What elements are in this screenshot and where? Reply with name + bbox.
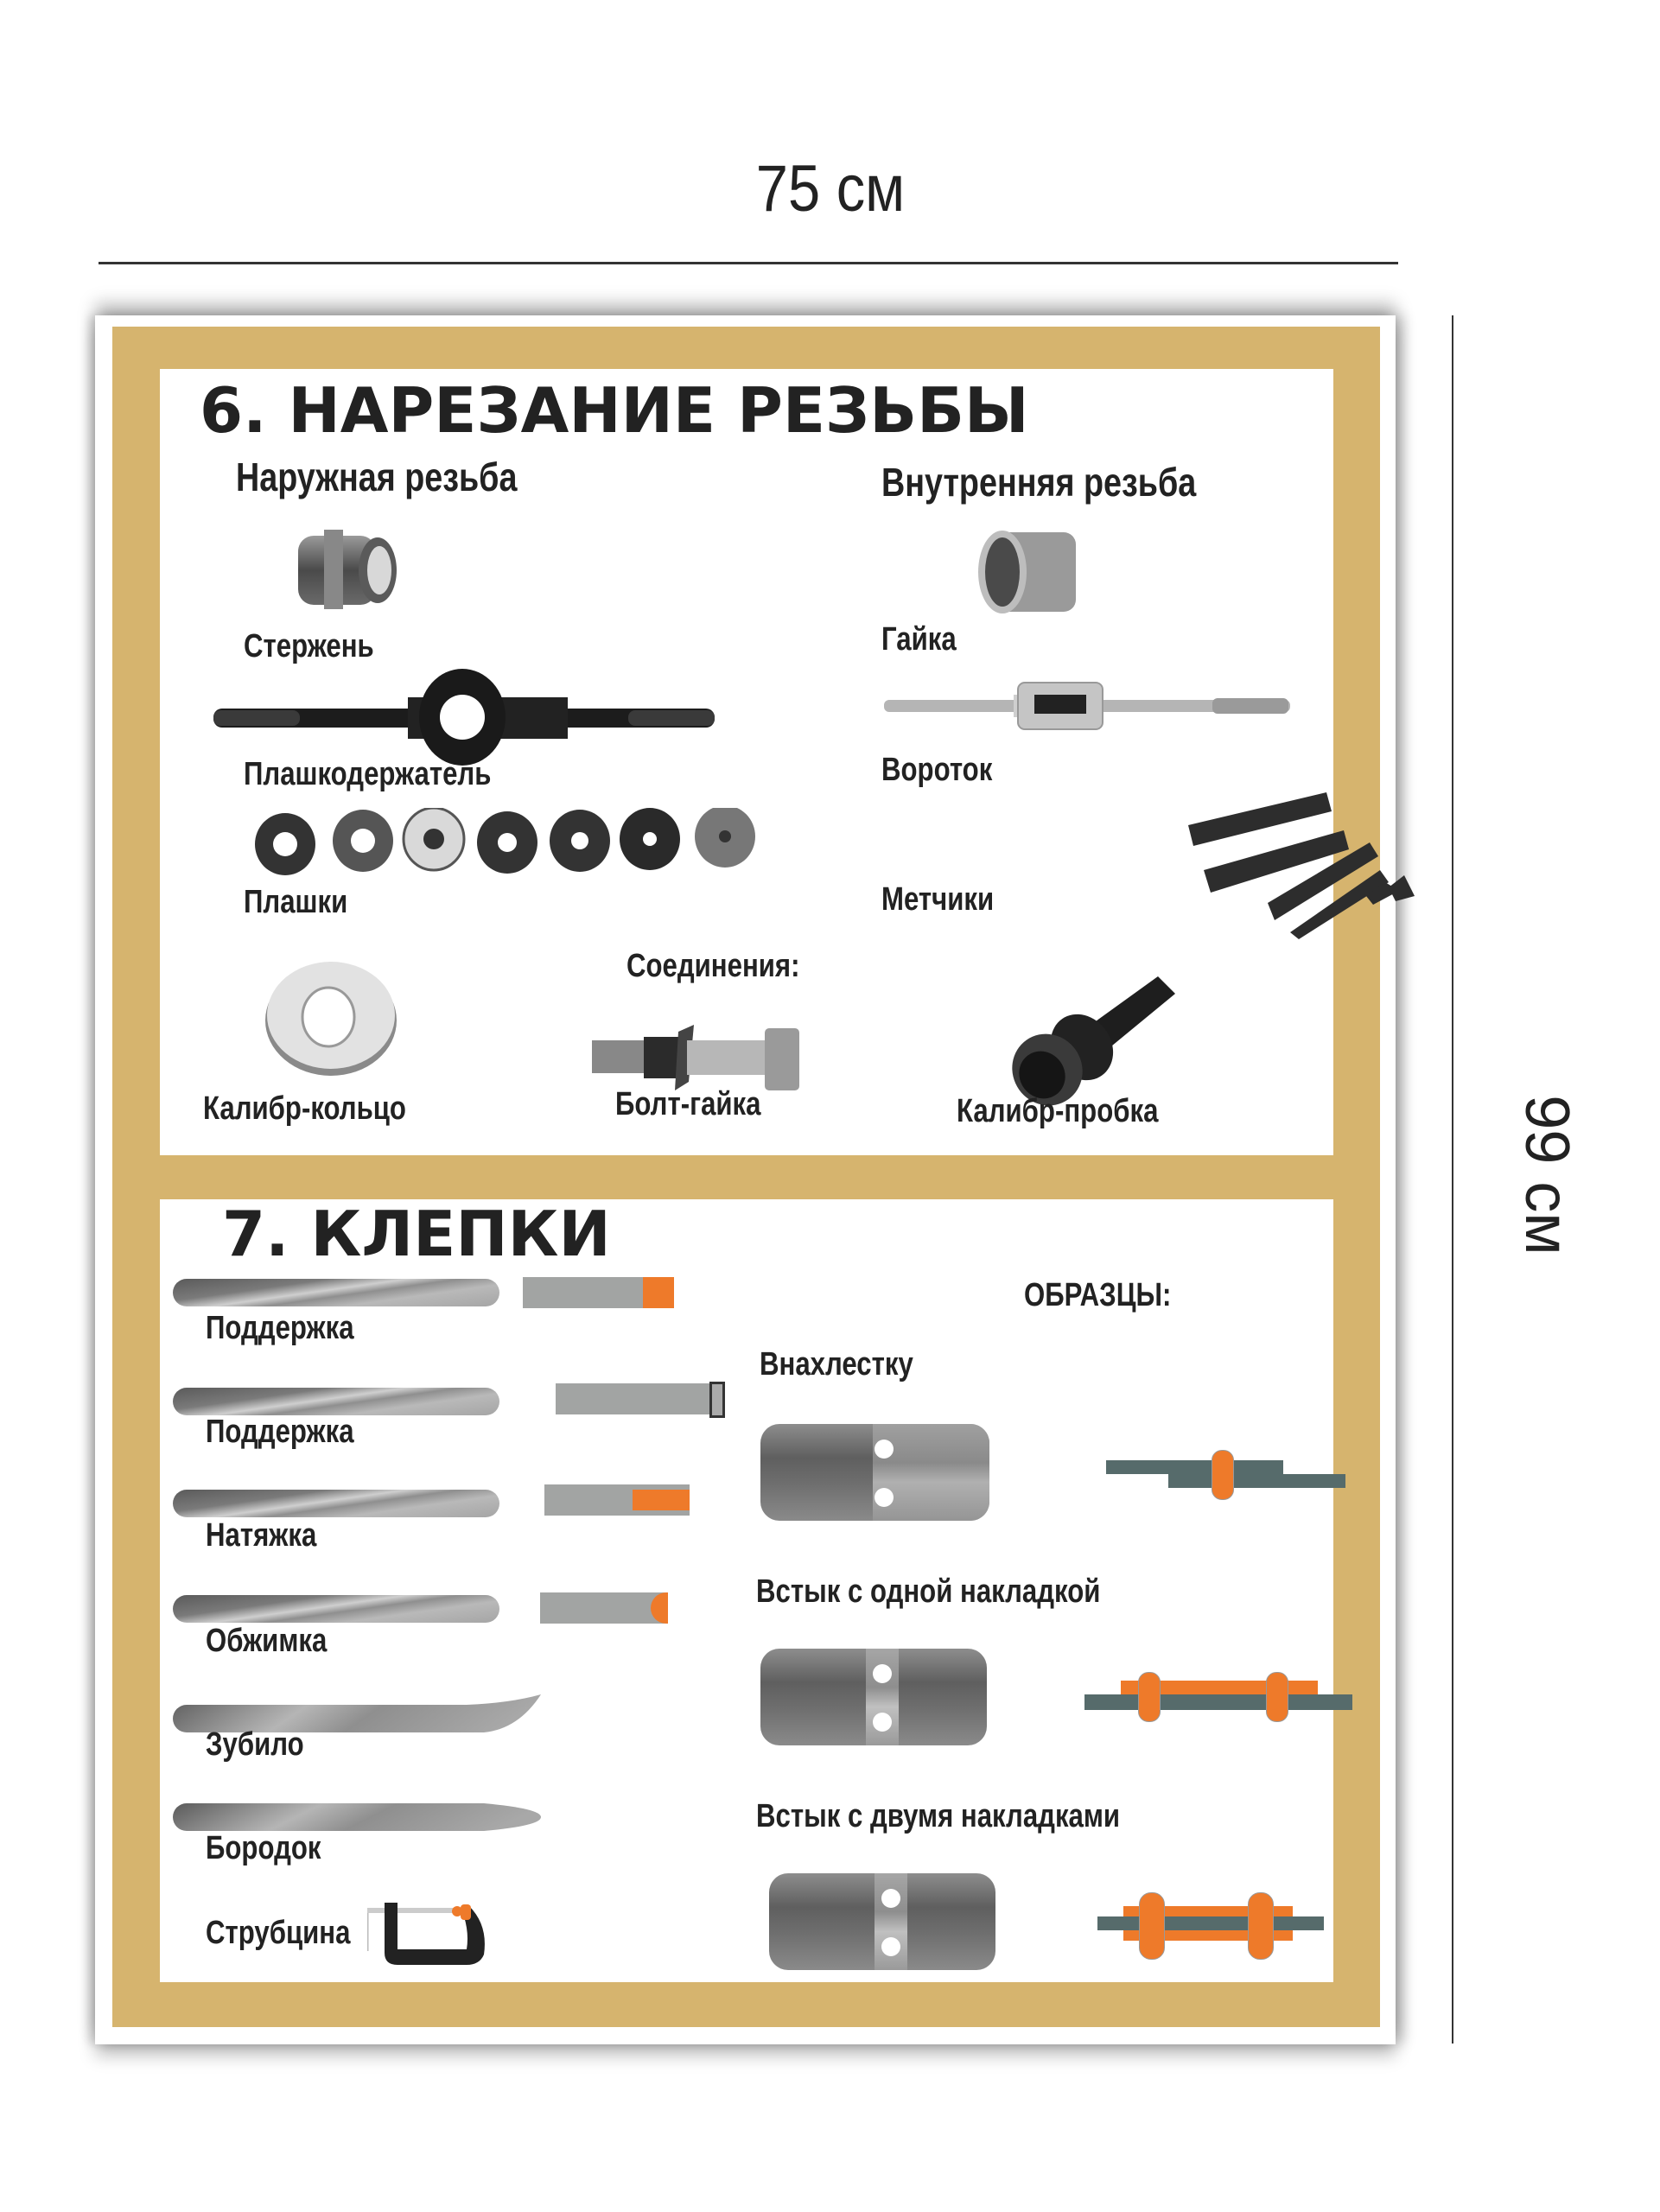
item-label-rod: Стержень: [244, 628, 374, 664]
single-strap-sample: [760, 1649, 987, 1745]
external-thread-heading: Наружная резьба: [236, 454, 518, 499]
crimp-tip-orange-semicircle: [540, 1592, 668, 1624]
c-clamp-icon: [367, 1899, 506, 1973]
section-thread-cutting: [160, 369, 1333, 1155]
tool-label-support-1: Поддержка: [206, 1310, 354, 1346]
tool-label-clamp: Струбцина: [206, 1915, 351, 1951]
sample-label-single-strap: Встык с одной накладкой: [756, 1573, 1101, 1610]
double-strap-diagram: [1097, 1882, 1339, 1977]
double-strap-sample: [769, 1873, 995, 1970]
tool-label-tension: Натяжка: [206, 1517, 317, 1554]
sample-label-lap: Внахлестку: [760, 1346, 913, 1382]
item-label-tap-wrench: Вороток: [881, 752, 993, 788]
tool-rod-crimp: [173, 1595, 499, 1623]
lap-joint-diagram: [1106, 1441, 1348, 1510]
samples-heading: ОБРАЗЦЫ:: [1024, 1277, 1172, 1313]
item-label-ring-gauge: Калибр-кольцо: [203, 1090, 406, 1127]
item-label-dies: Плашки: [244, 884, 348, 920]
ring-gauge-icon: [264, 957, 402, 1077]
punch-icon: [173, 1802, 553, 1833]
sample-label-double-strap: Встык с двумя накладками: [756, 1798, 1121, 1834]
tool-rod-support-1: [173, 1279, 499, 1306]
threaded-coupling-icon: [976, 527, 1080, 617]
threading-dies-icon: [255, 808, 756, 877]
item-label-die-holder: Плашкодержатель: [244, 756, 492, 792]
tool-rod-tension: [173, 1490, 499, 1517]
joints-heading: Соединения:: [626, 948, 800, 984]
tool-label-support-2: Поддержка: [206, 1414, 354, 1450]
width-dimension-line: [99, 262, 1398, 264]
single-strap-diagram: [1084, 1653, 1361, 1739]
item-label-coupling: Гайка: [881, 621, 957, 658]
item-label-bolt-nut: Болт-гайка: [615, 1086, 761, 1122]
taps-icon: [1188, 792, 1417, 939]
tap-wrench-icon: [884, 676, 1290, 736]
section-title: 7. КЛЕПКИ: [222, 1198, 611, 1270]
tool-label-punch: Бородок: [206, 1830, 321, 1866]
section-title: 6. НАРЕЗАНИЕ РЕЗЬБЫ: [200, 374, 1029, 447]
lap-joint-sample: [760, 1424, 989, 1521]
item-label-plug-gauge: Калибр-пробка: [957, 1093, 1159, 1129]
tension-tip-orange-inset: [544, 1484, 690, 1516]
bolt-nut-icon: [592, 1021, 808, 1095]
tool-rod-support-2: [173, 1388, 499, 1415]
die-holder-icon: [213, 667, 715, 771]
plug-gauge-icon: [1002, 968, 1193, 1106]
height-dimension-line: [1452, 315, 1453, 2044]
tool-label-crimp: Обжимка: [206, 1623, 328, 1659]
support-tip-orange-square: [523, 1277, 674, 1308]
support-tip-outlined-square: [556, 1383, 725, 1414]
tool-label-chisel: Зубило: [206, 1726, 304, 1763]
threaded-nipple-icon: [289, 523, 402, 618]
height-dimension-label: 99 см: [1512, 1095, 1581, 1255]
width-dimension-label: 75 см: [755, 152, 905, 226]
section-riveting: [160, 1199, 1333, 1982]
item-label-taps: Метчики: [881, 881, 995, 918]
internal-thread-heading: Внутренняя резьба: [881, 460, 1197, 505]
